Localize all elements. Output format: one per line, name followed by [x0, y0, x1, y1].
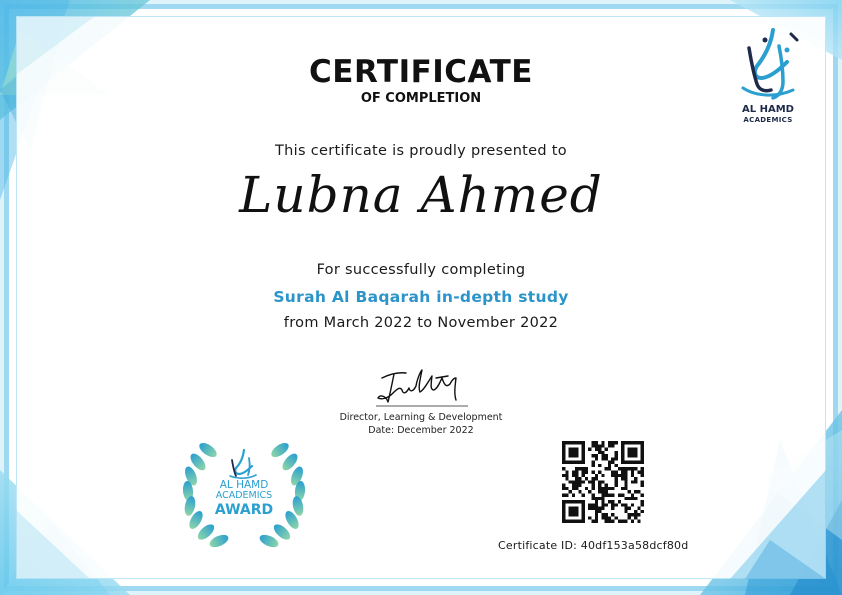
completing-text: For successfully completing	[316, 262, 526, 278]
issue-date: Date: December 2022	[368, 425, 474, 436]
recipient-name: Lubna Ahmed	[239, 166, 603, 224]
course-name: Surah Al Baqarah in-depth study	[273, 288, 569, 306]
badge-line-3: AWARD	[214, 502, 274, 518]
award-badge	[178, 428, 310, 560]
certificate-subtitle: OF COMPLETION	[360, 91, 482, 106]
logo-subtitle: ACADEMICS	[743, 116, 793, 124]
presented-text: This certificate is proudly presented to	[275, 143, 567, 159]
badge-line-1: AL HAMD	[219, 479, 269, 491]
signature-image	[376, 364, 468, 408]
signatory-title: Director, Learning & Development	[339, 412, 503, 423]
certificate-title: CERTIFICATE	[309, 54, 533, 90]
certificate-id: Certificate ID: 40df153a58dcf80d	[498, 539, 689, 552]
badge-line-2: ACADEMICS	[215, 490, 273, 501]
date-range: from March 2022 to November 2022	[283, 315, 559, 331]
qr-code[interactable]	[562, 441, 644, 523]
logo-name: AL HAMD	[742, 104, 794, 115]
